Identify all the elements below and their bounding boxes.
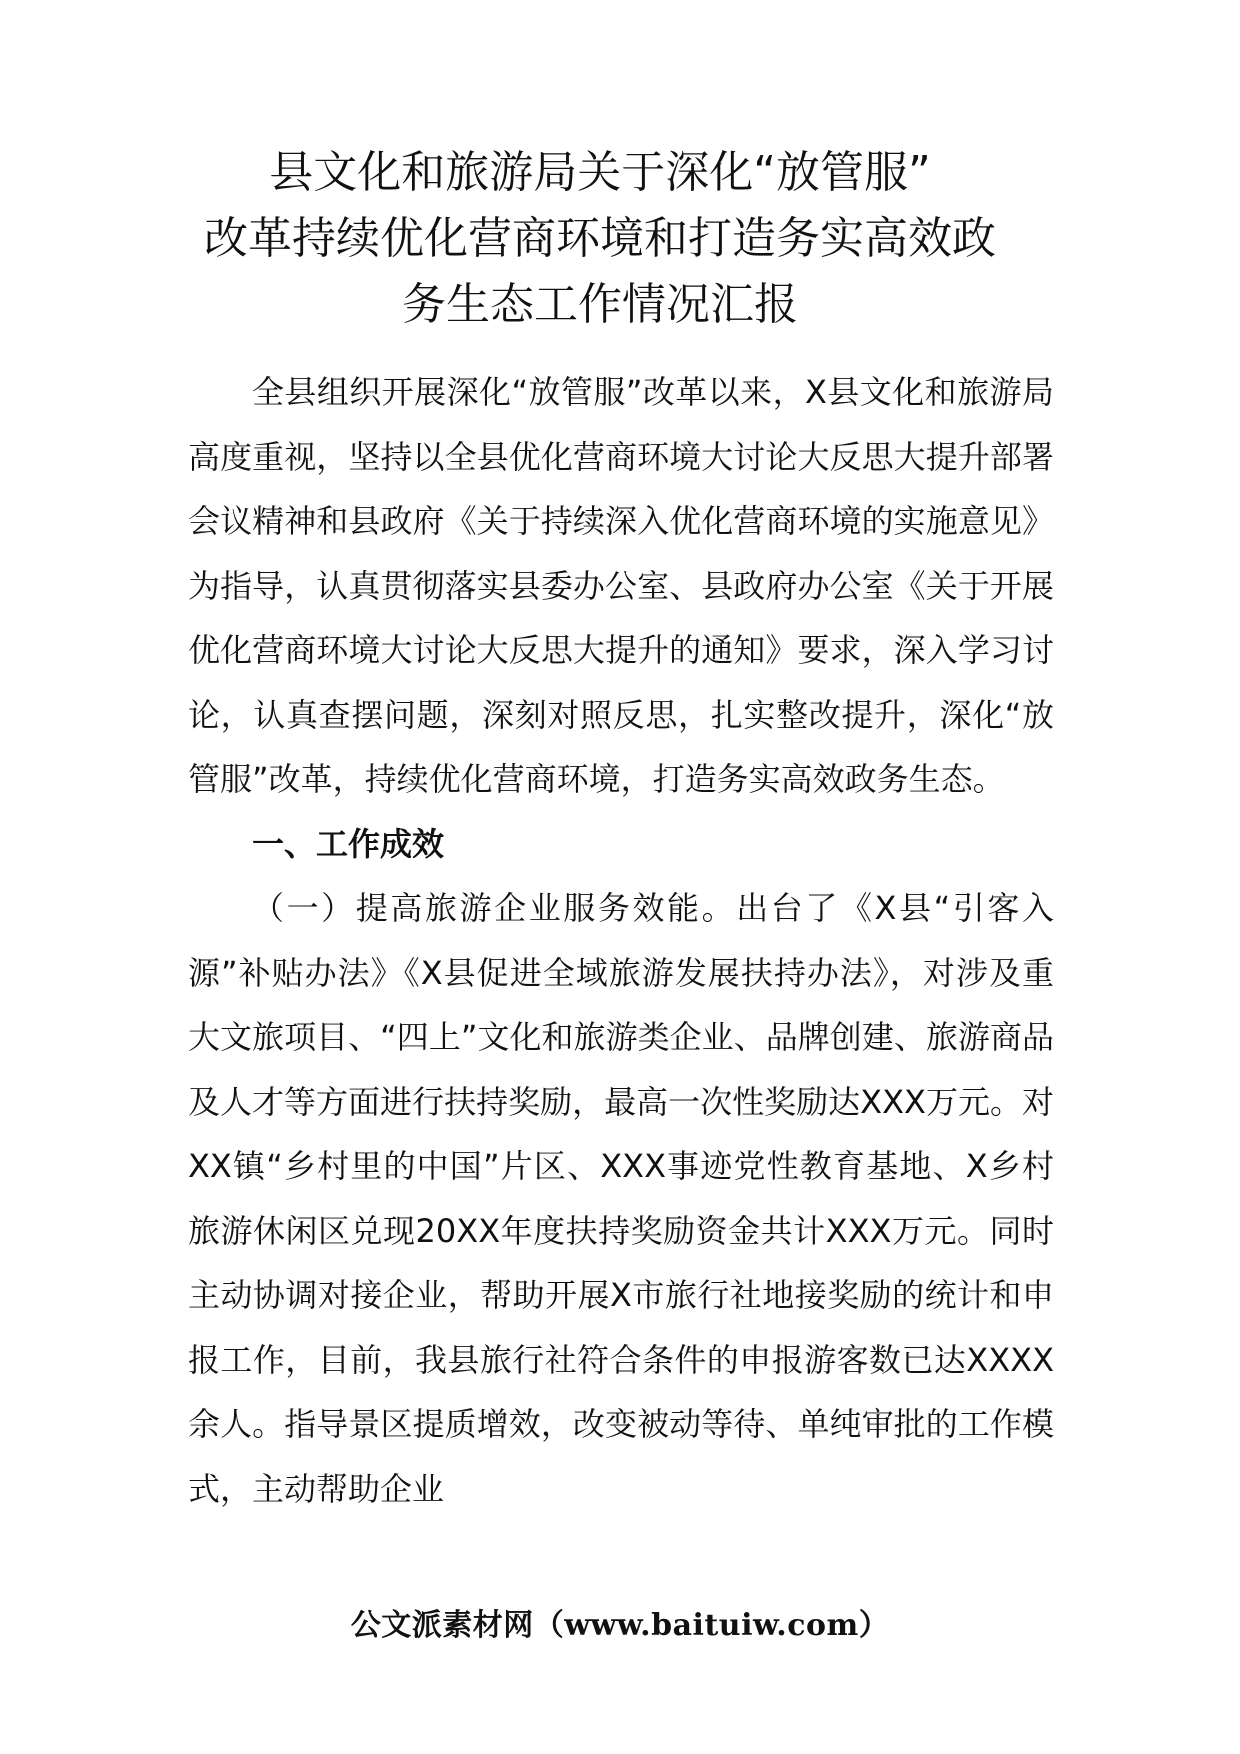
title-line-2: 改革持续优化营商环境和打造务实高效政 — [204, 213, 996, 264]
footer-watermark: 公文派素材网（www.baituiw.com） — [350, 1608, 890, 1643]
title-line-1: 县文化和旅游局关于深化“放管服” — [269, 147, 931, 198]
section-paragraph: （一）提高旅游企业服务效能。出台了《X县“引客入源”补贴办法》《X县促进全域旅游发展扶持办法》，对涉及重大文旅项目、“四上”文化和旅游类企业、品牌创建、旅游商品及人才等方面进行扶持奖励，最高一次性奖励达XXX万元。对XX镇“乡村里的中国”片区、XXX事迹党性教育基地、X乡村旅游休闲区兑现20XX年度扶持奖励资金共计XXX万元。同时主动协调对接企业，帮助开展X市旅行社地接奖励的统计和申报工作，目前，我县旅行社符合条件的申报游客数已达XXXX余人。指导景区提质增效，改变被动等待、单纯审批的工作模式，主动帮助企业 — [188, 889, 1054, 1508]
title-line-3: 务生态工作情况汇报 — [402, 279, 798, 330]
intro-paragraph: 全县组织开展深化“放管服”改革以来，X县文化和旅游局高度重视，坚持以全县优化营商环境大讨论大反思大提升部署会议精神和县政府《关于持续深入优化营商环境的实施意见》为指导，认真贯彻落实县委办公室、县政府办公室《关于开展优化营商环境大讨论大反思大提升的通知》要求，深入学习讨论，认真查摆问题，深刻对照反思，扎实整改提升，深化“放管服”改革，持续优化营商环境，打造务实高效政务生态。 — [188, 373, 1054, 798]
document-body — [188, 360, 1054, 1521]
document-title — [150, 140, 1050, 338]
section-heading: 一、工作成效 — [252, 824, 445, 863]
